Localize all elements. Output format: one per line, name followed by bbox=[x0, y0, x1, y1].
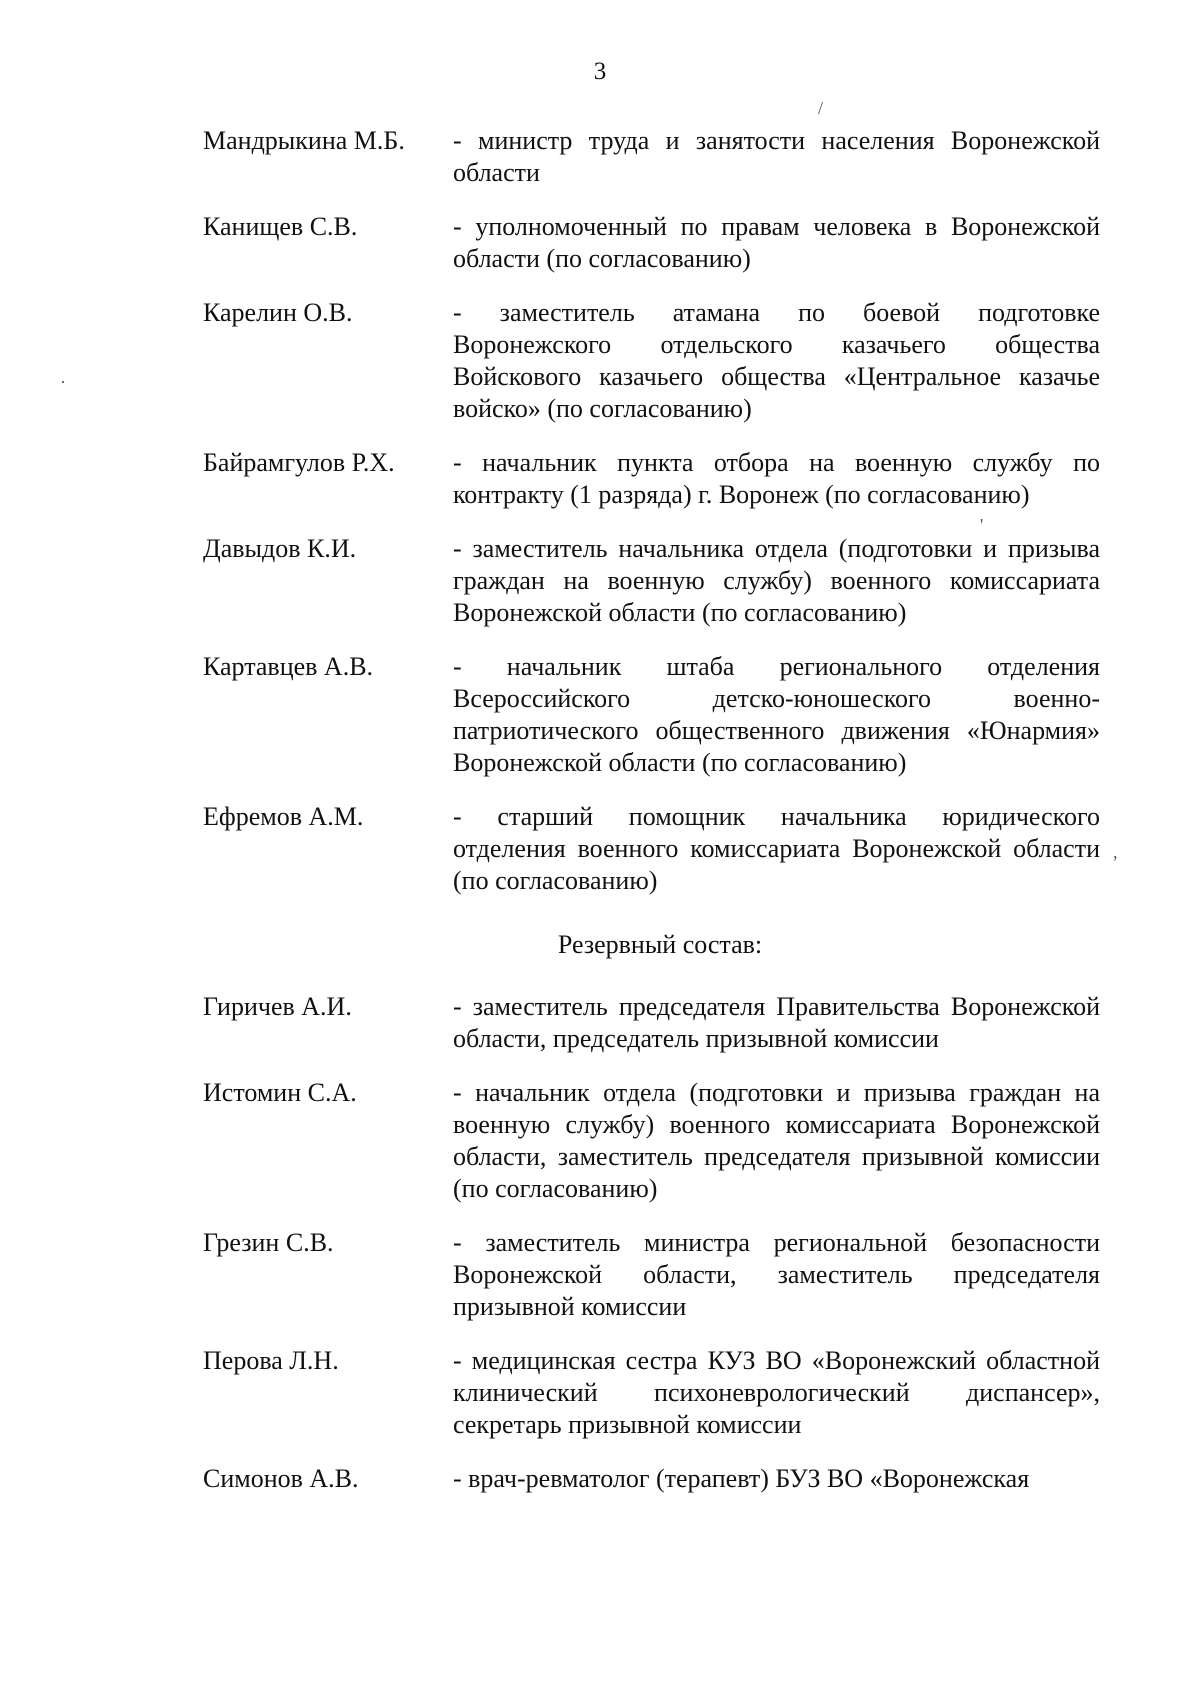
member-row bbox=[0, 651, 1200, 779]
member-name: Карелин О.В. bbox=[203, 298, 353, 327]
member-name: Перова Л.Н. bbox=[203, 1346, 339, 1375]
member-role: - врач-ревматолог (терапевт) БУЗ ВО «Воронежская bbox=[453, 1464, 1030, 1493]
member-row bbox=[0, 125, 1200, 189]
member-name: Давыдов К.И. bbox=[203, 534, 357, 563]
member-role: - заместитель атамана по боевой подготовке Воронежского отдельского казачьего общества Войскового казачьего общества «Центральное казачье войско» (по согласованию) bbox=[453, 298, 1100, 423]
member-role: - заместитель начальника отдела (подготовки и призыва граждан на военную службу) военного комиссариата Воронежской области (по согласованию) bbox=[453, 534, 1100, 627]
member-name: Симонов А.В. bbox=[203, 1464, 359, 1493]
pen-mark: , bbox=[1113, 842, 1118, 862]
member-name: Байрамгулов Р.Х. bbox=[203, 448, 395, 477]
member-name: Гиричев А.И. bbox=[203, 992, 352, 1021]
member-name: Мандрыкина М.Б. bbox=[203, 126, 405, 155]
pen-mark: ' bbox=[980, 515, 984, 535]
member-row bbox=[0, 1227, 1200, 1323]
reserve-heading: Резервный состав: bbox=[557, 930, 763, 959]
member-name: Картавцев А.В. bbox=[203, 652, 374, 681]
member-row bbox=[0, 1077, 1200, 1205]
member-name: Ефремов А.М. bbox=[203, 802, 364, 831]
member-role: - уполномоченный по правам человека в Воронежской области (по согласованию) bbox=[453, 212, 1100, 273]
member-role: - министр труда и занятости населения Воронежской области bbox=[453, 126, 1100, 187]
member-row bbox=[0, 297, 1200, 425]
commission-list bbox=[0, 125, 1200, 1495]
member-role: - медицинская сестра КУЗ ВО «Воронежский областной клинический психоневрологический диспансер», секретарь призывной комиссии bbox=[453, 1346, 1100, 1439]
member-row bbox=[0, 447, 1200, 511]
member-name: Канищев С.В. bbox=[203, 212, 358, 241]
member-role: - заместитель председателя Правительства Воронежской области, председатель призывной комиссии bbox=[453, 992, 1100, 1053]
pen-mark: / bbox=[818, 98, 824, 118]
member-role: - начальник пункта отбора на военную службу по контракту (1 разряда) г. Воронеж (по согласованию) bbox=[453, 448, 1100, 509]
member-role: - начальник отдела (подготовки и призыва граждан на военную службу) военного комиссариата Воронежской области, заместитель председателя призывной комиссии (по согласованию) bbox=[453, 1078, 1100, 1203]
member-row bbox=[0, 211, 1200, 275]
member-name: Грезин С.В. bbox=[203, 1228, 334, 1257]
page-number: 3 bbox=[593, 58, 607, 85]
member-row bbox=[0, 801, 1200, 897]
member-row bbox=[0, 1345, 1200, 1441]
member-role: - начальник штаба регионального отделения Всероссийского детско-юношеского военно-патриотического общественного движения «Юнармия» Воронежской области (по согласованию) bbox=[453, 652, 1100, 777]
member-row bbox=[0, 533, 1200, 629]
member-role: - старший помощник начальника юридического отделения военного комиссариата Воронежской области (по согласованию) bbox=[453, 802, 1100, 895]
member-name: Истомин С.А. bbox=[203, 1078, 357, 1107]
member-row bbox=[0, 1463, 1200, 1495]
stray-dot: · bbox=[60, 372, 66, 392]
member-role: - заместитель министра региональной безопасности Воронежской области, заместитель председателя призывной комиссии bbox=[453, 1228, 1100, 1321]
member-row bbox=[0, 991, 1200, 1055]
